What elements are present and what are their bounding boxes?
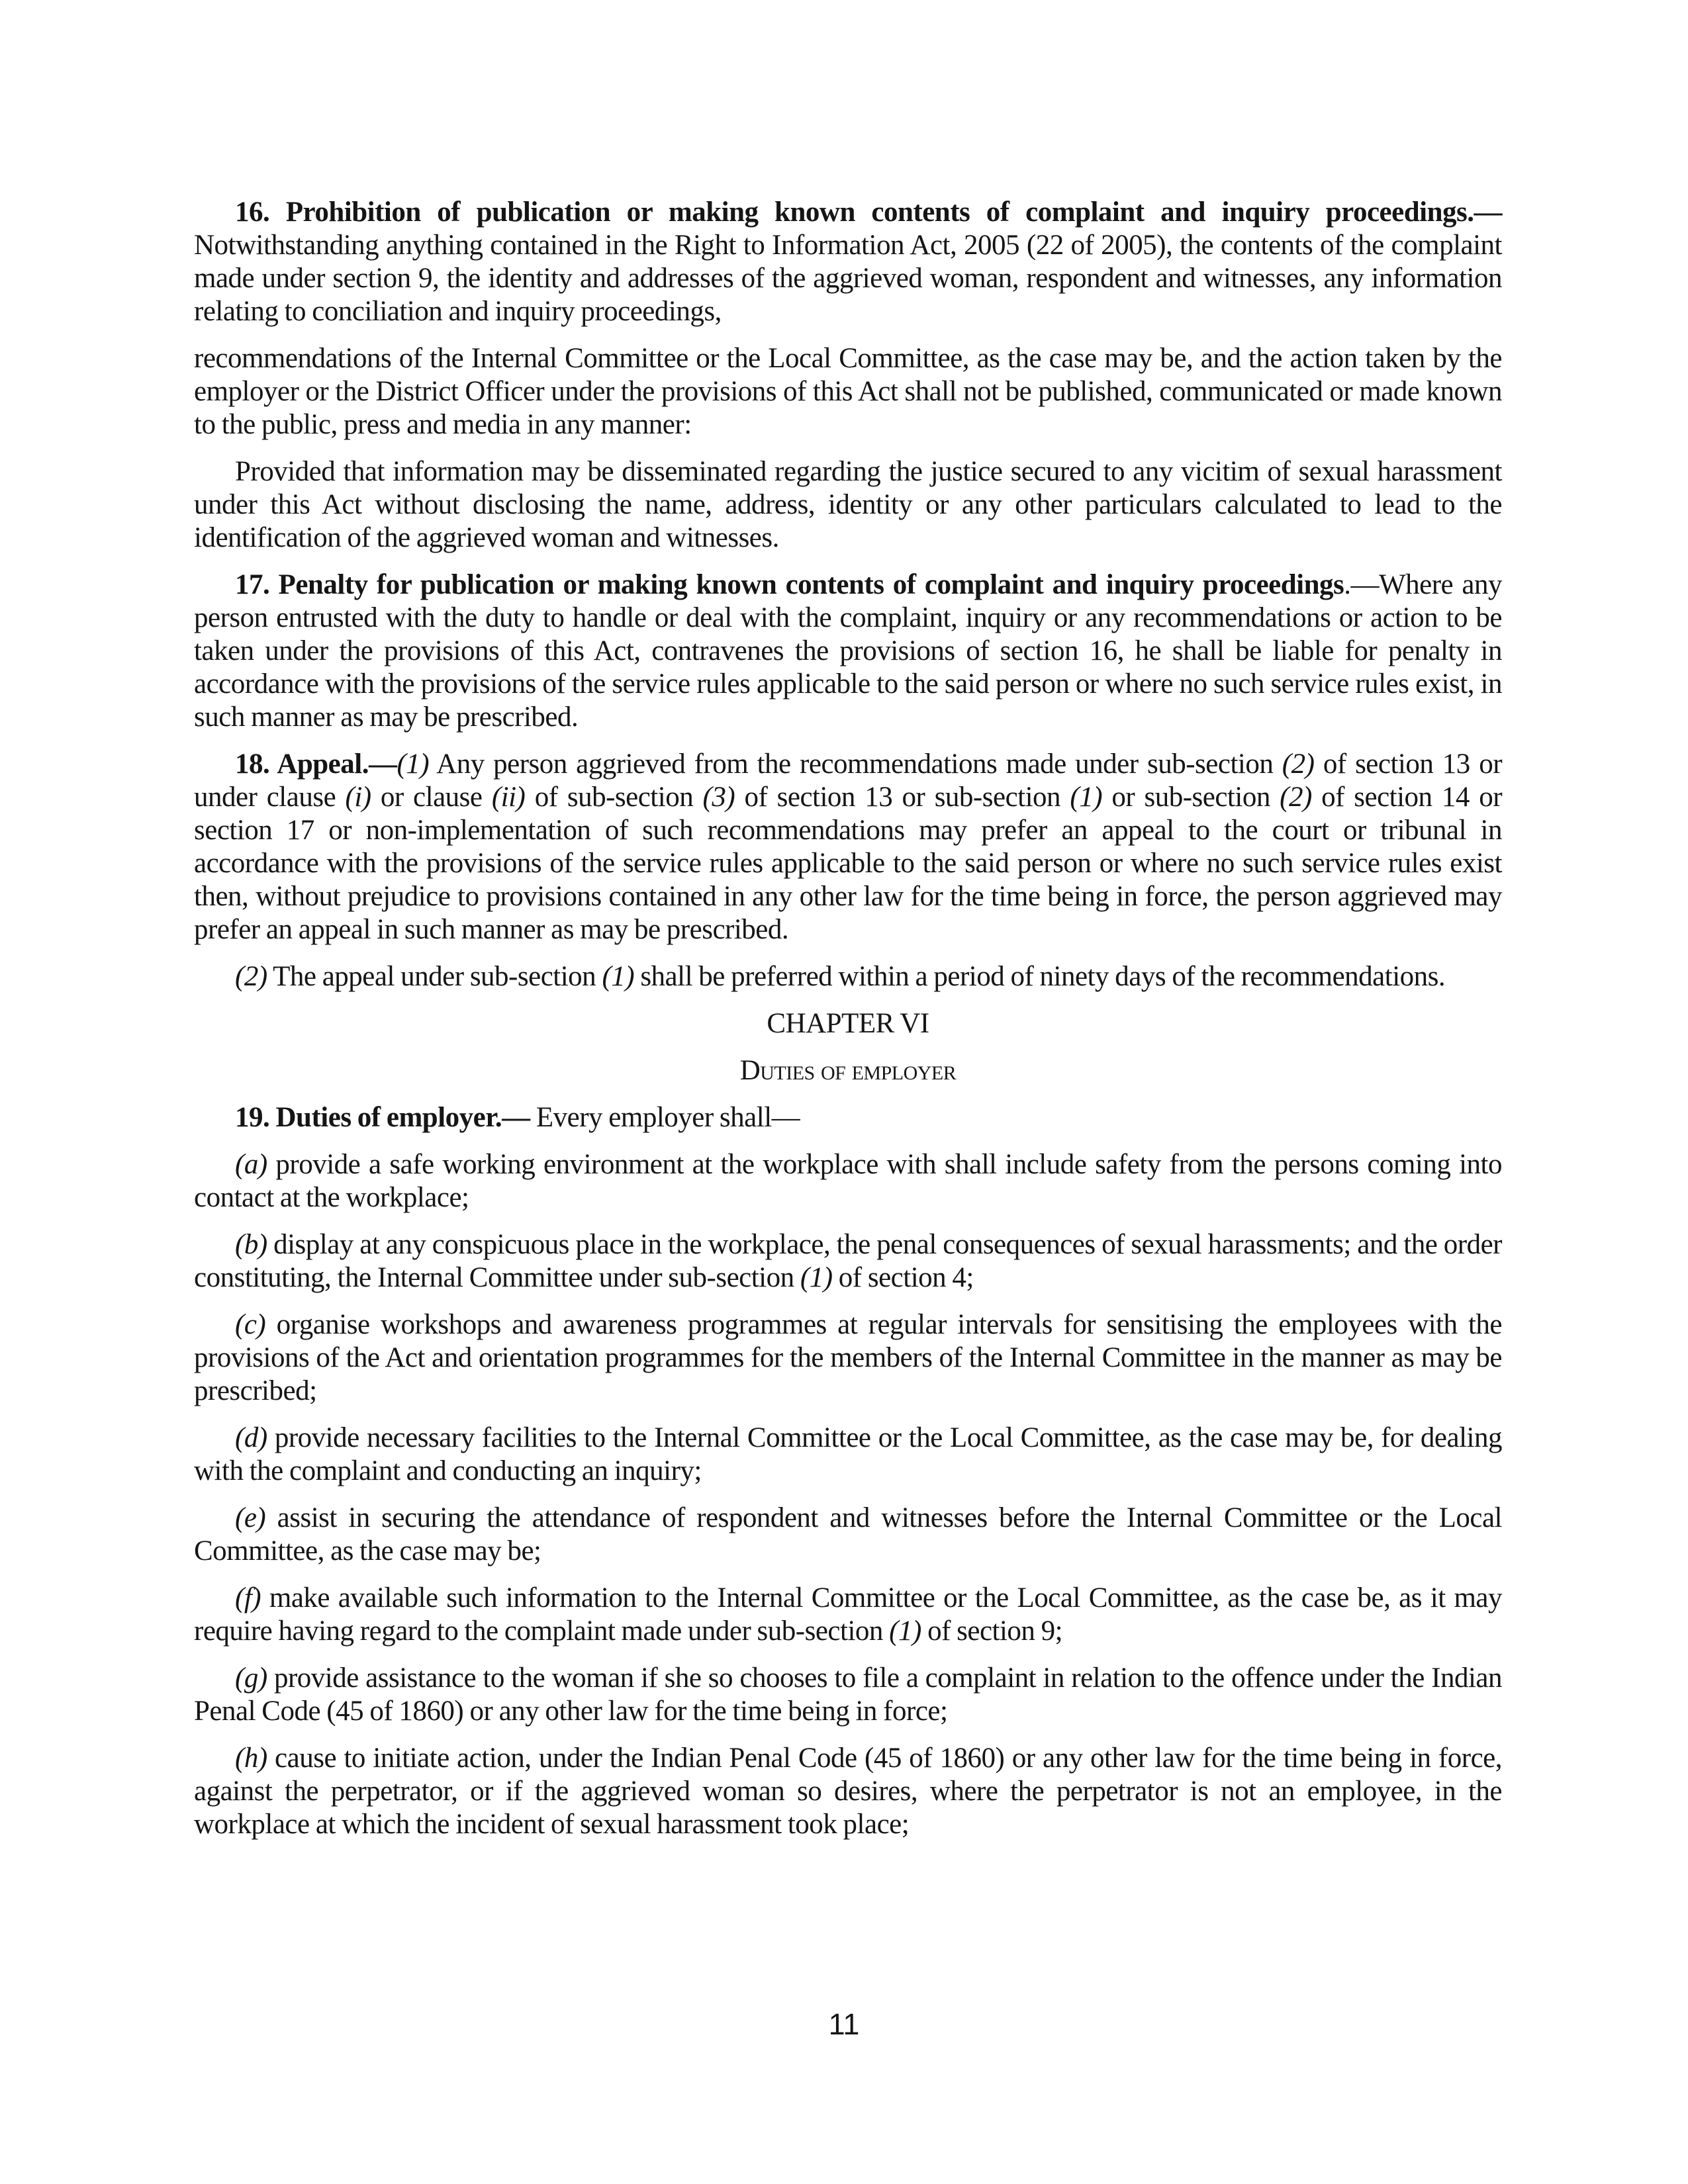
- paragraph: [194, 1662, 1502, 1728]
- italic-text-run: (c): [235, 1309, 266, 1340]
- bold-text-run: 19. Duties of employer.—: [235, 1102, 530, 1133]
- italic-text-run: (h): [235, 1743, 267, 1774]
- text-run: assist in securing the attendance of respondent and witnesses before the Internal Committee or the Local Committee, as the case may be;: [194, 1502, 1502, 1567]
- paragraph: [194, 748, 1502, 946]
- paragraph: [194, 196, 1502, 328]
- italic-text-run: (2): [1280, 782, 1312, 813]
- italic-text-run: (2): [1282, 749, 1315, 780]
- bold-text-run: 17. Penalty for publication or making known contents of complaint and inquiry proceedings: [235, 569, 1344, 600]
- paragraph: [194, 960, 1502, 993]
- italic-text-run: (e): [235, 1502, 266, 1533]
- paragraph: [194, 1308, 1502, 1408]
- text-run: .—Where any person entrusted with the duty to handle or deal with the complaint, inquiry or any recommendations or action to be taken under the provisions of this Act, contravenes the provisions of section 16, he shall be liable for penalty in accordance with the provisions of the service rules applicable to the said person or where no such service rules exist, in such manner as may be prescribed.: [194, 569, 1502, 733]
- text-run: Every employer shall—: [530, 1102, 800, 1133]
- italic-text-run: (i): [345, 782, 371, 813]
- text-run: display at any conspicuous place in the workplace, the penal consequences of sexual harassments; and the order constituting, the Internal Committee under sub-section: [194, 1229, 1502, 1293]
- italic-text-run: (b): [235, 1229, 267, 1260]
- italic-text-run: (1): [889, 1615, 921, 1647]
- text-run: provide necessary facilities to the Internal Committee or the Local Committee, as the case may be, for dealing with the complaint and conducting an inquiry;: [194, 1422, 1502, 1486]
- text-run: of section 13 or sub-section: [735, 782, 1070, 813]
- paragraph: [194, 1101, 1502, 1134]
- paragraph: [194, 1228, 1502, 1295]
- text-run: provide a safe working environment at the workplace with shall include safety from the persons coming into contact at the workplace;: [194, 1149, 1502, 1213]
- paragraph: [194, 342, 1502, 441]
- text-run: Provided that information may be disseminated regarding the justice secured to any vicitim of sexual harassment under this Act without disclosing the name, address, identity or any other particulars calculated to lead to the identification of the aggrieved woman and witnesses.: [194, 456, 1502, 553]
- italic-text-run: (1): [602, 961, 635, 992]
- italic-text-run: (a): [235, 1149, 267, 1180]
- text-run: Duties of employer: [739, 1055, 957, 1086]
- page-footer: [0, 2009, 1688, 2039]
- text-run: or clause: [371, 782, 492, 813]
- text-run: Notwithstanding anything contained in the Right to Information Act, 2005 (22 of 2005), the contents of the complaint made under section 9, the identity and addresses of the aggrieved woman, respondent and witnesses, any information relating to conciliation and inquiry proceedings,: [194, 230, 1502, 327]
- text-run: Any person aggrieved from the recommendations made under sub-section: [429, 749, 1282, 780]
- paragraph: [194, 455, 1502, 555]
- bold-text-run: 16. Prohibition of publication or making known contents of complaint and inquiry proceedings.—: [235, 197, 1502, 228]
- text-run: of section 9;: [921, 1615, 1063, 1647]
- text-run: The appeal under sub-section: [267, 961, 602, 992]
- paragraph: [194, 1422, 1502, 1488]
- paragraph: [194, 1582, 1502, 1648]
- italic-text-run: (f): [235, 1582, 261, 1614]
- text-run: organise workshops and awareness programmes at regular intervals for sensitising the employees with the provisions of the Act and orientation programmes for the members of the Internal Committee in the manner as may be prescribed;: [194, 1309, 1502, 1406]
- italic-text-run: (2): [235, 961, 267, 992]
- paragraph: [194, 1148, 1502, 1214]
- italic-text-run: (1): [1070, 782, 1103, 813]
- text-run: cause to initiate action, under the Indian Penal Code (45 of 1860) or any other law for the time being in force, against the perpetrator, or if the aggrieved woman so desires, where the perpetrator is not an employee, in the workplace at which the incident of sexual harassment took place;: [194, 1743, 1502, 1840]
- italic-text-run: (1): [397, 749, 430, 780]
- page-number: 11: [828, 2007, 860, 2041]
- paragraph: [194, 1742, 1502, 1841]
- text-run: of sub-section: [525, 782, 703, 813]
- bold-text-run: 18. Appeal.—: [235, 749, 397, 780]
- italic-text-run: (3): [702, 782, 735, 813]
- italic-text-run: (1): [800, 1262, 833, 1293]
- text-run: provide assistance to the woman if she so chooses to file a complaint in relation to the offence under the Indian Penal Code (45 of 1860) or any other law for the time being in force;: [194, 1662, 1502, 1727]
- italic-text-run: (g): [235, 1662, 267, 1694]
- text-run: of section 4;: [832, 1262, 974, 1293]
- document-content: [194, 196, 1502, 1855]
- text-run: shall be preferred within a period of ninety days of the recommendations.: [634, 961, 1446, 992]
- paragraph: [194, 569, 1502, 734]
- text-run: CHAPTER VI: [767, 1008, 929, 1039]
- text-run: make available such information to the Internal Committee or the Local Committee, as the case be, as it may require having regard to the complaint made under sub-section: [194, 1582, 1502, 1647]
- italic-text-run: (d): [235, 1422, 267, 1453]
- text-run: or sub-section: [1102, 782, 1280, 813]
- subheading-heading: [194, 1054, 1502, 1087]
- text-run: of section 13 or under clause: [194, 749, 1503, 813]
- text-run: recommendations of the Internal Committee or the Local Committee, as the case may be, and the action taken by the employer or the District Officer under the provisions of this Act shall not be published, communicated or made known to the public, press and media in any manner:: [194, 343, 1502, 440]
- paragraph: [194, 1502, 1502, 1568]
- chapter-heading: [194, 1007, 1502, 1040]
- italic-text-run: (ii): [491, 782, 526, 813]
- text-run: of section 14 or section 17 or non-implementation of such recommendations may prefer an appeal to the court or tribunal in accordance with the provisions of the service rules applicable to the said person or where no such service rules exist then, without prejudice to provisions contained in any other law for the time being in force, the person aggrieved may prefer an appeal in such manner as may be prescribed.: [194, 782, 1503, 945]
